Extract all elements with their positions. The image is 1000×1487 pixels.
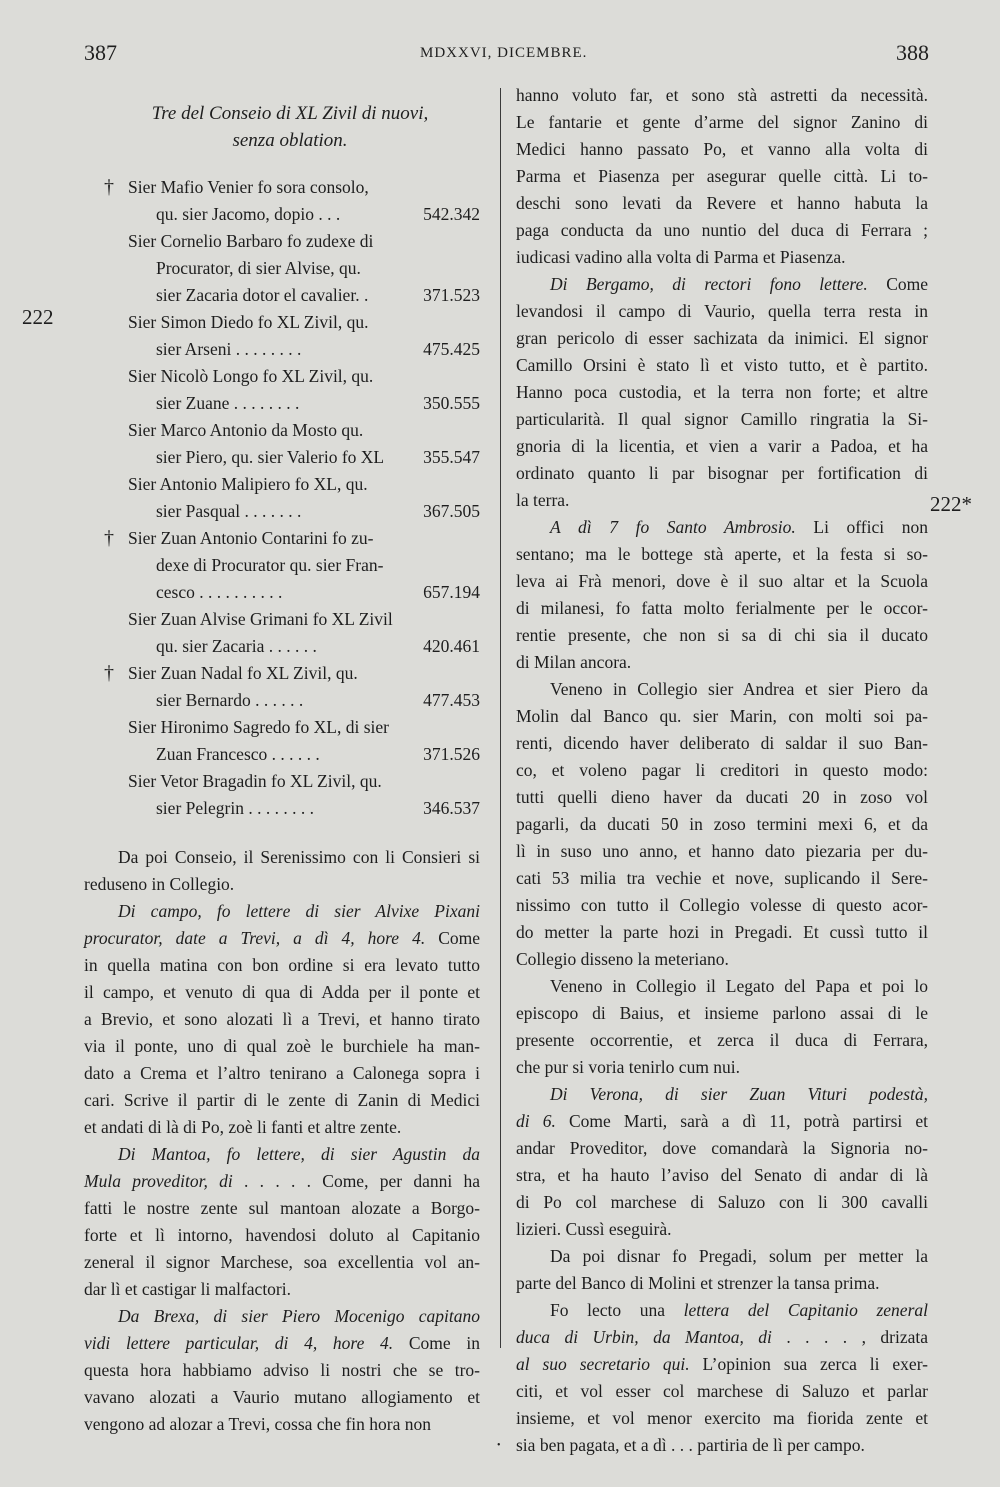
text-line: a Brevio, et sono alozati lì a Trevi, et hanno tirato xyxy=(84,1009,480,1029)
text-line: Veneno in Collegio il Legato del Papa et poi lo xyxy=(550,976,928,996)
text-line: duca di Urbin, da Mantoa, di . . . . , drizata xyxy=(516,1327,929,1347)
text-line: al suo secretario qui. L’opinion sua zerca li exer- xyxy=(516,1354,928,1374)
list-item xyxy=(84,606,480,660)
text-line: di Milan ancora. xyxy=(516,652,632,672)
entry-line: dexe di Procurator qu. sier Fran- xyxy=(156,555,384,575)
paragraph xyxy=(84,844,480,898)
entry-line: qu. sier Jacomo, dopio . . . 542.342 xyxy=(84,201,480,228)
text-line: che pur si voria tenirlo cum nui. xyxy=(516,1057,741,1077)
entry-line: sier Arseni . . . . . . . . 475.425 xyxy=(84,336,480,363)
paragraph xyxy=(516,1297,928,1459)
running-title: MDXXVI, DICEMBRE. xyxy=(420,45,588,61)
vote-value: 475.425 xyxy=(423,339,480,359)
entry-line: Sier Mafio Venier fo sora consolo, xyxy=(128,177,369,197)
text-line: do metter la parte hozi in Pregadi. Et cussì tutto il xyxy=(516,922,928,942)
text-line: gnoria di la licentia, et vien a varir a Padoa, et ha xyxy=(516,436,928,456)
text-line: Di campo, fo letterе di sier Alvixe Pixani xyxy=(118,901,480,921)
left-column xyxy=(84,100,480,1438)
election-list xyxy=(84,174,480,822)
entry-line: Sier Vetor Bragadin fo XL Zivil, qu. xyxy=(128,771,382,791)
vote-value: 350.555 xyxy=(423,393,480,413)
text-line: zeneral il signor Marchese, soa excellentia vol an- xyxy=(84,1252,480,1272)
text-line: cari. Scrive il partir di le zente di Zanin di Medici xyxy=(84,1090,480,1110)
page-number-left: 387 xyxy=(84,40,117,65)
paragraph xyxy=(516,271,928,514)
text-line: Camillo Orsini è stato lì et visto tutto, et è partito. xyxy=(516,355,928,375)
text-line: citi, et vol esser col marchese di Saluzo et parlar xyxy=(516,1381,928,1401)
text-line: il campo, et venuto di qua di Adda per il ponte et xyxy=(84,982,480,1002)
text-line: Hanno poca custodia, et la terra non forte; et altre xyxy=(516,382,928,402)
dagger-mark: † xyxy=(104,527,114,549)
text-line: Medici hanno passato Po, et vanno alla volta di xyxy=(516,139,928,159)
paragraph xyxy=(516,676,928,973)
entry-line: qu. sier Zacaria . . . . . . 420.461 xyxy=(84,633,480,660)
text-line: nissimo con tutto il Collegio volesse di questo acor- xyxy=(516,895,928,915)
list-item xyxy=(84,228,480,309)
text-line: Da poi Conseio, il Serenissimo con li Consieri si xyxy=(118,847,480,867)
text-line: di Po col marchese di Saluzo con li 300 cavalli xyxy=(516,1192,928,1212)
text-line: pagarli, da ducati 50 in zoso termini mexi 6, et da xyxy=(516,814,928,834)
text-line: Di Verona, di sier Zuan Vituri podestà, xyxy=(550,1084,928,1104)
entry-line: cesco . . . . . . . . . . 657.194 xyxy=(84,579,480,606)
list-item xyxy=(84,768,480,822)
vote-value: 371.526 xyxy=(423,744,480,764)
left-text-body xyxy=(84,844,480,1438)
list-item xyxy=(84,309,480,363)
text-line: vengono ad alozar a Trevi, cossa che fin hora non xyxy=(84,1414,431,1434)
vote-value: 657.194 xyxy=(423,582,480,602)
vote-value: 542.342 xyxy=(423,204,480,224)
right-text-body xyxy=(516,82,928,1459)
list-item xyxy=(84,471,480,525)
list-item xyxy=(84,363,480,417)
text-line: di 6. Come Marti, sarà a dì 11, potrà partirsi et xyxy=(516,1111,928,1131)
text-line: procurator, date a Trevi, a dì 4, hore 4. Come xyxy=(84,928,481,948)
right-column xyxy=(516,82,928,1459)
text-line: Le fantarie et gente d’arme del signor Zanino di xyxy=(516,112,928,132)
paragraph xyxy=(84,898,480,1141)
text-line: vidi lettere particular, di 4, hore 4. Come in xyxy=(84,1333,480,1353)
margin-note-right: 222* xyxy=(930,492,972,516)
text-line: forte et lì intorno, havendosi doluto al Capitanio xyxy=(84,1225,480,1245)
text-line: andar Proveditor, dove comandarà la Signoria no- xyxy=(516,1138,928,1158)
text-line: Fo lecto una lettera del Capitanio zeneral xyxy=(550,1300,929,1320)
column-divider xyxy=(500,88,501,1348)
text-line: tutti quelli dieno haver da ducati 20 in zoso vol xyxy=(516,787,928,807)
text-line: via il ponte, uno di qual zoè le burchiele ha man- xyxy=(84,1036,480,1056)
entry-line: sier Zuane . . . . . . . . 350.555 xyxy=(84,390,480,417)
paragraph xyxy=(516,1243,928,1297)
text-line: Da Brexa, di sier Piero Mocenigo capitano xyxy=(118,1306,480,1326)
entry-line: sier Pasqual . . . . . . . 367.505 xyxy=(84,498,480,525)
text-line: dar lì et castigar li malfactori. xyxy=(84,1279,291,1299)
entry-line: Procurator, di sier Alvise, qu. xyxy=(156,258,361,278)
paragraph xyxy=(84,1141,480,1303)
entry-line: Zuan Francesco . . . . . . 371.526 xyxy=(84,741,480,768)
paragraph xyxy=(84,1303,480,1438)
entry-line: Sier Hironimo Sagredo fo XL, di sier xyxy=(128,717,389,737)
text-line: paga conducta da uno nuntio del duca di Ferrara ; xyxy=(516,220,928,240)
text-line: stra, et ha hauto l’aviso del Senato di andar di là xyxy=(516,1165,928,1185)
text-line: deschi sono levati da Revere et hanno habuta la xyxy=(516,193,928,213)
paragraph xyxy=(516,82,928,271)
text-line: cati 53 milia tra vechie et nove, suplicando il Sere- xyxy=(516,868,928,888)
text-line: Di Bergamo, di rectori fono lettere. Come xyxy=(550,274,928,294)
text-line: et andati di là di Po, zoè li fanti et altre zente. xyxy=(84,1117,402,1137)
list-item xyxy=(84,660,480,714)
section-title: Tre del Conseio di XL Zivil di nuovi, senza oblation. xyxy=(151,103,429,151)
text-line: lì in suso uno anno, et hanno dato piezaria per du- xyxy=(516,841,928,861)
paragraph xyxy=(516,973,928,1081)
list-item xyxy=(84,174,480,228)
text-line: Collegio disseno la meteriano. xyxy=(516,949,729,969)
page-number-right: 388 xyxy=(896,40,929,65)
text-line: gran pericolo di esser sachizata da inimici. El signor xyxy=(516,328,928,348)
text-line: levandosi il campo di Vaurio, quella terra resta in xyxy=(516,301,928,321)
paragraph xyxy=(516,1081,928,1243)
text-line: questa hora habbiamo adviso li nostri che se tro- xyxy=(84,1360,480,1380)
text-line: A dì 7 fo Santo Ambrosio. Li offici non xyxy=(550,517,928,537)
entry-line: sier Piero, qu. sier Valerio fo XL 355.547 xyxy=(84,444,480,471)
text-line: dato a Crema et l’altro tenirano a Calonega sopra i xyxy=(84,1063,480,1083)
text-line: hanno voluto far, et sono stà astretti da necessità. xyxy=(516,85,928,105)
text-line: Parma et Piasenza per asegurar quelle città. Li to- xyxy=(516,166,928,186)
dagger-mark: † xyxy=(104,176,114,198)
text-line: Veneno in Collegio sier Andrea et sier Piero da xyxy=(550,679,928,699)
list-item xyxy=(84,714,480,768)
paragraph xyxy=(516,514,928,676)
entry-line: Sier Cornelio Barbaro fo zudexe di xyxy=(128,231,374,251)
vote-value: 420.461 xyxy=(423,636,480,656)
text-line: in quella matina con bon ordine si era levato tutto xyxy=(84,955,480,975)
text-line: Mula proveditor, di . . . . . Come, per danni ha xyxy=(84,1171,481,1191)
text-line: ordinato quanto li par bisognar per fortification di xyxy=(516,463,928,483)
footer-mark: • xyxy=(497,1440,501,1451)
text-line: Da poi disnar fo Pregadi, solum per metter la xyxy=(550,1246,928,1266)
list-item xyxy=(84,525,480,606)
text-line: di milanesi, fo fatta molto ferialmente per le occor- xyxy=(516,598,928,618)
entry-line: Sier Marco Antonio da Mosto qu. xyxy=(128,420,364,440)
vote-value: 477.453 xyxy=(423,690,480,710)
text-line: presente occorrentie, et zerca il duca di Ferrara, xyxy=(516,1030,928,1050)
entry-line: Sier Nicolò Longo fo XL Zivil, qu. xyxy=(128,366,374,386)
text-line: la terra. xyxy=(516,490,570,510)
text-line: renti, dicendo haver deliberato di saldar il suo Ban- xyxy=(516,733,928,753)
list-item xyxy=(84,417,480,471)
text-line: vavano alozati a Vaurio mutano allogiamento et xyxy=(84,1387,480,1407)
text-line: insieme, et vol menor exercito ma fiorida zente et xyxy=(516,1408,928,1428)
vote-value: 355.547 xyxy=(423,447,480,467)
entry-line: Sier Zuan Nadal fo XL Zivil, qu. xyxy=(128,663,358,683)
margin-note-left: 222 xyxy=(22,305,54,329)
entry-line: Sier Antonio Malipiero fo XL, qu. xyxy=(128,474,368,494)
entry-line: sier Zacaria dotor el cavalier. . 371.523 xyxy=(84,282,480,309)
entry-line: Sier Zuan Antonio Contarini fo zu- xyxy=(128,528,374,548)
text-line: episcopo di Baius, et insieme parlono assai di le xyxy=(516,1003,928,1023)
text-line: reduseno in Collegio. xyxy=(84,874,235,894)
text-line: sia ben pagata, et a dì . . . partiria de lì per campo. xyxy=(516,1435,865,1455)
text-line: rentie presente, che non si sa di chi sia il ducato xyxy=(516,625,928,645)
text-line: leva ai Frà menori, dove è il suo altar et la Scuola xyxy=(516,571,928,591)
text-line: iudicasi vadino alla volta di Parma et Piasenza. xyxy=(516,247,846,267)
entry-line: sier Pelegrin . . . . . . . . 346.537 xyxy=(84,795,480,822)
text-line: Di Mantoa, fo lettere, di sier Agustin da xyxy=(118,1144,480,1164)
vote-value: 346.537 xyxy=(423,798,480,818)
entry-line: Sier Zuan Alvise Grimani fo XL Zivil xyxy=(128,609,393,629)
vote-value: 367.505 xyxy=(423,501,480,521)
entry-line: Sier Simon Diedo fo XL Zivil, qu. xyxy=(128,312,369,332)
vote-value: 371.523 xyxy=(423,285,480,305)
text-line: Molin dal Banco qu. sier Marin, con molti soi pa- xyxy=(516,706,928,726)
dagger-mark: † xyxy=(104,662,114,684)
text-line: particularità. Il qual signor Camillo ringratia la Si- xyxy=(516,409,928,429)
entry-line: sier Bernardo . . . . . . 477.453 xyxy=(84,687,480,714)
text-line: sentano; ma le bottege stà aperte, et la festa si so- xyxy=(516,544,928,564)
text-line: lizieri. Cussì eseguirà. xyxy=(516,1219,672,1239)
text-line: co, et voleno pagar li creditori in questo modo: xyxy=(516,760,928,780)
text-line: parte del Banco di Molini et strenzer la tansa prima. xyxy=(516,1273,880,1293)
text-line: fatti le nostre zente sul mantoan alozate a Borgo- xyxy=(84,1198,480,1218)
